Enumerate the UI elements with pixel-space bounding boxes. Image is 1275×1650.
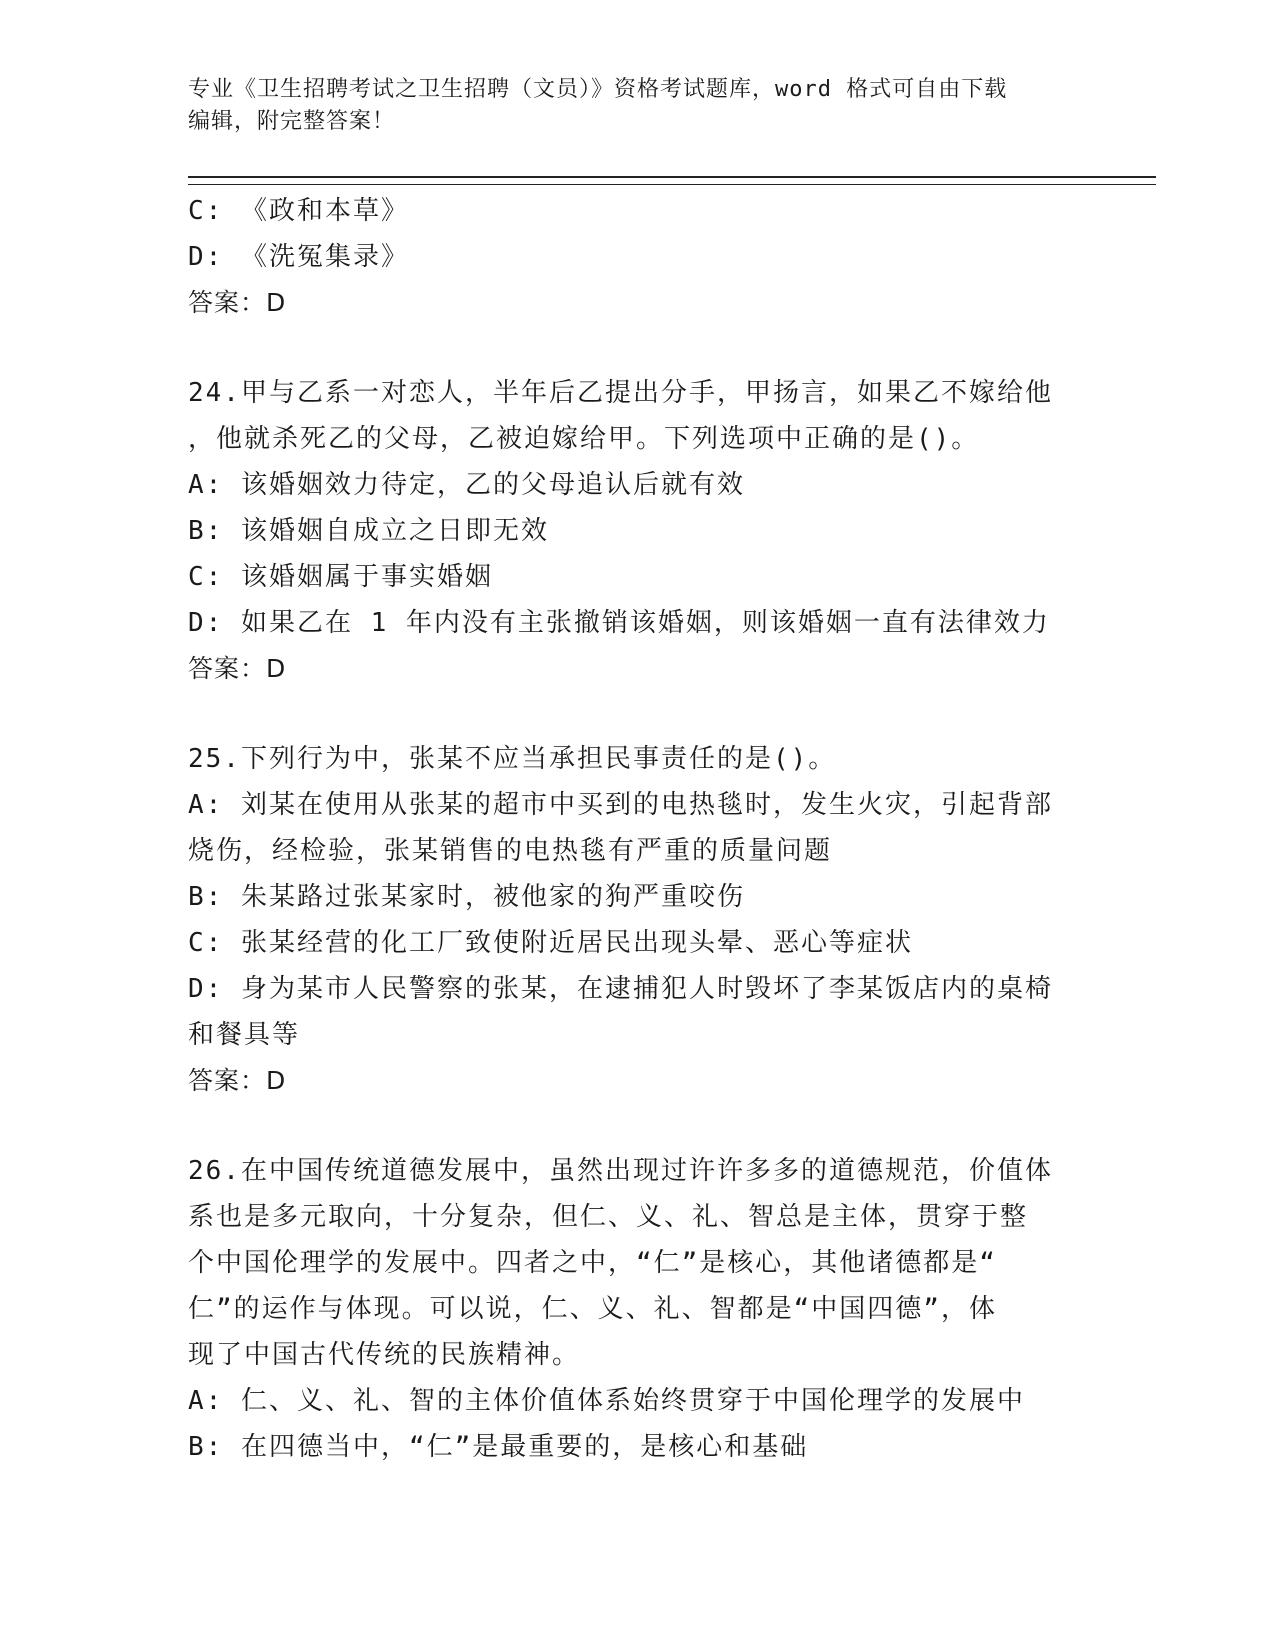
question-stem: 仁”的运作与体现。可以说，仁、义、礼、智都是“中国四德”，体 xyxy=(188,1294,997,1324)
option-c: C: 该婚姻属于事实婚姻 xyxy=(188,562,493,592)
option-a: A: 仁、义、礼、智的主体价值体系始终贯穿于中国伦理学的发展中 xyxy=(188,1386,1025,1416)
option-d: D: 身为某市人民警察的张某，在逮捕犯人时毁坏了李某饭店内的桌椅 xyxy=(188,974,1053,1004)
option-a-continued: 烧伤，经检验，张某销售的电热毯有严重的质量问题 xyxy=(188,836,833,866)
header-line-2: 编辑，附完整答案！ xyxy=(188,109,396,134)
question-stem: 26.在中国传统道德发展中，虽然出现过许许多多的道德规范，价值体 xyxy=(188,1156,1053,1186)
question-stem: 系也是多元取向，十分复杂，但仁、义、礼、智总是主体，贯穿于整 xyxy=(188,1202,1029,1232)
question-stem: 个中国伦理学的发展中。四者之中，“仁”是核心，其他诸德都是“ xyxy=(188,1248,997,1278)
question-23 xyxy=(188,188,1088,326)
answer-line: 答案：D xyxy=(188,1066,287,1095)
option-d: D: 如果乙在 1 年内没有主张撤销该婚姻，则该婚姻一直有法律效力 xyxy=(188,608,1050,638)
question-26 xyxy=(188,1148,1088,1470)
spacer xyxy=(188,692,1088,736)
option-b: B: 在四德当中，“仁”是最重要的，是核心和基础 xyxy=(188,1432,809,1462)
option-b: B: 该婚姻自成立之日即无效 xyxy=(188,516,549,546)
question-stem: 25.下列行为中，张某不应当承担民事责任的是()。 xyxy=(188,744,837,774)
question-stem: ，他就杀死乙的父母，乙被迫嫁给甲。下列选项中正确的是()。 xyxy=(188,424,980,454)
document-body xyxy=(188,188,1088,1470)
spacer xyxy=(188,1104,1088,1148)
question-stem: 现了中国古代传统的民族精神。 xyxy=(188,1340,581,1370)
option-b: B: 朱某路过张某家时，被他家的狗严重咬伤 xyxy=(188,882,745,912)
question-stem: 24.甲与乙系一对恋人，半年后乙提出分手，甲扬言，如果乙不嫁给他 xyxy=(188,378,1053,408)
option-c: C: 张某经营的化工厂致使附近居民出现头晕、恶心等症状 xyxy=(188,928,913,958)
option-d-continued: 和餐具等 xyxy=(188,1020,301,1050)
option-c: C: 《政和本草》 xyxy=(188,196,409,226)
option-a: A: 刘某在使用从张某的超市中买到的电热毯时，发生火灾，引起背部 xyxy=(188,790,1053,820)
option-d: D: 《洗冤集录》 xyxy=(188,242,409,272)
answer-line: 答案：D xyxy=(188,654,287,683)
header-divider xyxy=(188,176,1156,185)
document-header xyxy=(188,74,1088,138)
option-a: A: 该婚姻效力待定，乙的父母追认后就有效 xyxy=(188,470,745,500)
spacer xyxy=(188,326,1088,370)
header-line-1: 专业《卫生招聘考试之卫生招聘（文员）》资格考试题库，word 格式可自由下载 xyxy=(188,77,1008,102)
question-24 xyxy=(188,370,1088,692)
answer-line: 答案：D xyxy=(188,288,287,317)
question-25 xyxy=(188,736,1088,1104)
